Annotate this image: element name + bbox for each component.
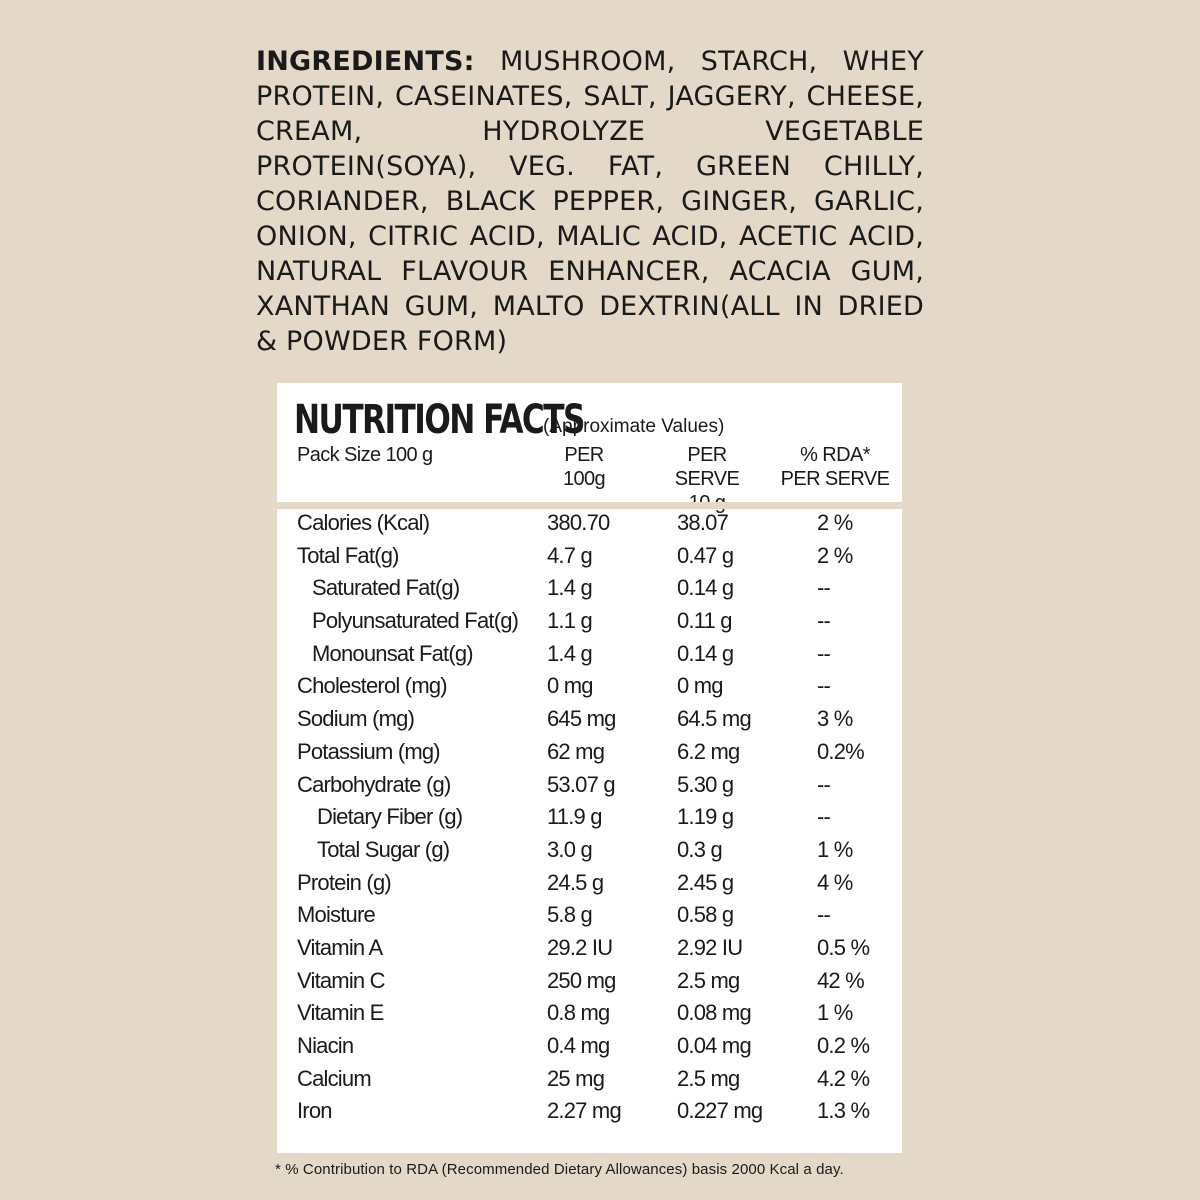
nutrition-row: Vitamin C 250 mg 2.5 mg 42 % [297,967,864,993]
nutrition-facts-title: NUTRITION FACTS [294,397,584,443]
nutrition-row: Dietary Fiber (g) 11.9 g 1.19 g -- [317,804,831,830]
nutrition-row: Vitamin E 0.8 mg 0.08 mg 1 % [297,1000,853,1026]
column-header-per-100g: PER 100g [562,444,606,490]
ingredients-list: MUSHROOM, STARCH, WHEY PROTEIN, CASEINATES, SALT, JAGGERY, CHEESE, CREAM, HYDROLYZE VEGETABLE PROTEIN(SOYA), VEG. FAT, GREEN CHILLY, CORIANDER, BLACK PEPPER, GINGER, GARLIC, ONION, CITRIC ACID, MALIC ACID, ACETIC ACID, NATURAL FLAVOUR ENHANCER, ACACIA GUM, XANTHAN GUM, MALTO DEXTRIN(ALL IN DRIED & POWDER FORM) [256,46,924,357]
nutrition-facts-subtitle: (Approximate Values) [543,416,725,437]
nutrition-row: Carbohydrate (g) 53.07 g 5.30 g -- [297,771,831,797]
nutrition-row: Niacin 0.4 mg 0.04 mg 0.2 % [297,1033,870,1058]
nutrition-row: Protein (g) 24.5 g 2.45 g 4 % [297,869,853,895]
nutrition-row: Vitamin A 29.2 IU 2.92 IU 0.5 % [297,934,870,960]
nutrition-row: Potassium (mg) 62 mg 6.2 mg 0.2% [297,738,864,764]
ingredients-label: INGREDIENTS: [256,46,475,77]
nutrition-row: Monounsat Fat(g) 1.4 g 0.14 g -- [312,640,831,666]
nutrition-row: Polyunsaturated Fat(g) 1.1 g 0.11 g -- [312,608,831,634]
nutrition-row: Saturated Fat(g) 1.4 g 0.14 g -- [312,575,831,601]
nutrition-row: Iron 2.27 mg 0.227 mg 1.3 % [297,1098,870,1124]
nutrition-row: Calcium 25 mg 2.5 mg 4.2 % [297,1065,870,1091]
nutrition-rows [277,508,902,1129]
nutrition-row: Moisture 5.8 g 0.58 g -- [297,902,831,928]
nutrition-row: Total Fat(g) 4.7 g 0.47 g 2 % [297,542,853,568]
ingredients-text [256,44,924,359]
pack-size: Pack Size 100 g [297,444,433,466]
nutrition-row: Calories (Kcal) 380.70 38.07 2 % [297,510,853,535]
nutrition-row: Cholesterol (mg) 0 mg 0 mg -- [297,673,831,699]
rda-footnote: * % Contribution to RDA (Recommended Dietary Allowances) basis 2000 Kcal a day. [275,1161,844,1178]
column-header-rda: % RDA* PER SERVE [780,444,890,490]
column-header-per-serve: PER SERVE [674,444,740,490]
nutrition-row: Sodium (mg) 645 mg 64.5 mg 3 % [297,706,853,732]
nutrition-facts-panel [277,383,902,1153]
nutrition-row: Total Sugar (g) 3.0 g 0.3 g 1 % [317,836,853,862]
